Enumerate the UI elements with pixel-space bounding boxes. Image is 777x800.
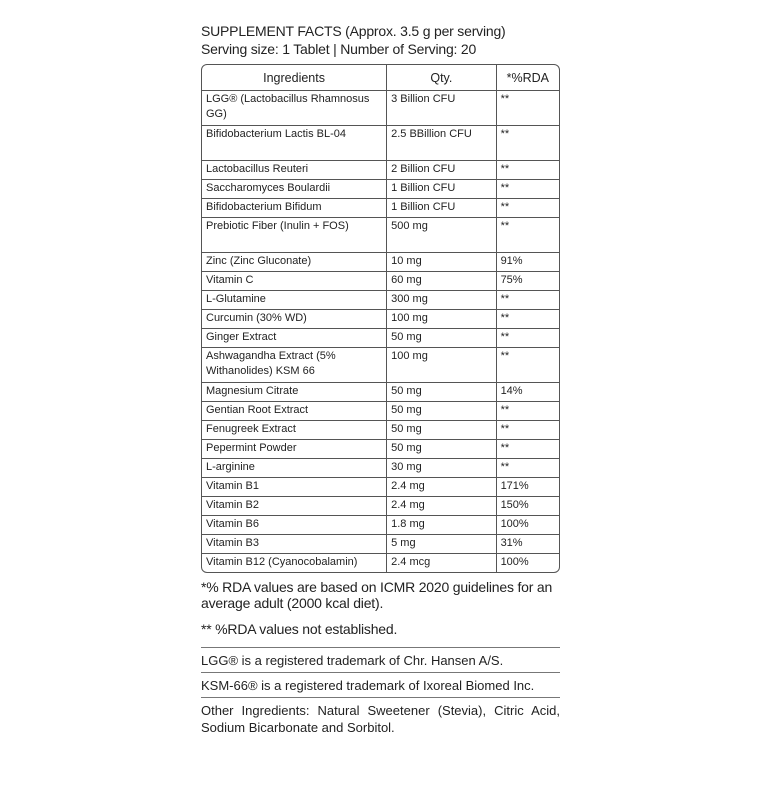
trademark-notes [201, 647, 560, 739]
serving-info: Serving size: 1 Tablet | Number of Serving: 20 [201, 41, 477, 57]
table-row [202, 91, 559, 126]
ingredient-name: Vitamin B3 [202, 535, 386, 554]
table-row [202, 421, 559, 440]
ingredient-rda: ** [496, 329, 559, 348]
ingredient-qty: 5 mg [386, 535, 495, 554]
ingredient-qty: 1.8 mg [386, 516, 495, 535]
column-header-qty: Qty. [386, 65, 495, 91]
ingredient-rda: 171% [496, 478, 559, 497]
ingredient-rda: ** [496, 180, 559, 199]
table-row [202, 199, 559, 218]
table-row [202, 348, 559, 383]
table-row [202, 535, 559, 554]
other-ingredients-note: Other Ingredients: Natural Sweetener (Stevia), Citric Acid, Sodium Bicarbonate and Sorbitol. [201, 703, 560, 735]
rda-footnote: *% RDA values are based on ICMR 2020 guidelines for an average adult (2000 kcal diet). [201, 579, 553, 611]
table-row [202, 218, 559, 253]
ingredient-rda: ** [496, 402, 559, 421]
table-row [202, 253, 559, 272]
ingredient-name: Gentian Root Extract [202, 402, 386, 421]
table-row [202, 310, 559, 329]
ingredient-rda: ** [496, 348, 559, 383]
ingredient-name: Vitamin B12 (Cyanocobalamin) [206, 556, 358, 568]
table-row [202, 440, 559, 459]
ingredient-name: Ginger Extract [202, 329, 386, 348]
ingredient-rda: ** [496, 91, 559, 126]
ingredient-name: Saccharomyces Boulardii [202, 180, 386, 199]
ingredient-qty: 50 mg [386, 329, 495, 348]
footnotes [201, 579, 560, 637]
ingredient-qty: 50 mg [386, 383, 495, 402]
facts-table [201, 64, 560, 573]
table-row [202, 554, 559, 572]
ingredient-name: Prebiotic Fiber (Inulin + FOS) [202, 218, 386, 253]
ingredient-qty: 500 mg [386, 218, 495, 253]
table-row [202, 126, 559, 161]
ingredient-rda: 31% [496, 535, 559, 554]
ingredient-qty: 2.4 mcg [386, 554, 495, 572]
ingredient-rda: ** [496, 310, 559, 329]
ingredient-qty: 300 mg [386, 291, 495, 310]
ingredient-rda: 14% [496, 383, 559, 402]
table-row [202, 516, 559, 535]
ingredient-rda: ** [496, 199, 559, 218]
table-row [202, 180, 559, 199]
ingredient-rda: ** [496, 218, 559, 253]
ingredient-qty: 2 Billion CFU [386, 161, 495, 180]
supplement-facts-panel [201, 22, 560, 739]
ingredient-name: Bifidobacterium Bifidum [202, 199, 386, 218]
ingredient-qty: 100 mg [386, 310, 495, 329]
ksm-trademark-note: KSM-66® is a registered trademark of Ixoreal Biomed Inc. [201, 673, 560, 698]
table-row [202, 478, 559, 497]
ingredient-qty: 60 mg [386, 272, 495, 291]
table-row [202, 497, 559, 516]
ingredient-name: Vitamin C [202, 272, 386, 291]
ingredient-name: Fenugreek Extract [202, 421, 386, 440]
table-row [202, 272, 559, 291]
table-row [202, 383, 559, 402]
ingredient-qty: 10 mg [386, 253, 495, 272]
table-row [202, 161, 559, 180]
lgg-trademark-note: LGG® is a registered trademark of Chr. Hansen A/S. [201, 648, 560, 673]
ingredient-name: Vitamin B2 [202, 497, 386, 516]
ingredient-rda: ** [496, 126, 559, 161]
table-header-row [202, 65, 559, 91]
ingredient-name: Ashwagandha Extract (5% Withanolides) KSM 66 [202, 348, 386, 383]
ingredient-name: LGG® (Lactobacillus Rhamnosus GG) [202, 91, 386, 126]
ingredient-qty: 2.4 mg [386, 497, 495, 516]
ingredient-name: Vitamin B6 [202, 516, 386, 535]
ingredient-qty: 30 mg [386, 459, 495, 478]
rda-not-established-footnote: ** %RDA values not established. [201, 621, 398, 637]
ingredient-name: Curcumin (30% WD) [202, 310, 386, 329]
ingredient-name: Lactobacillus Reuteri [202, 161, 386, 180]
ingredient-rda: ** [496, 459, 559, 478]
ingredient-name: L-arginine [202, 459, 386, 478]
ingredient-qty: 50 mg [386, 440, 495, 459]
ingredient-qty: 1 Billion CFU [386, 199, 495, 218]
ingredient-rda: ** [496, 291, 559, 310]
ingredient-name: Vitamin B1 [202, 478, 386, 497]
ingredient-rda: ** [496, 421, 559, 440]
facts-title: SUPPLEMENT FACTS (Approx. 3.5 g per serving) [201, 23, 506, 39]
ingredient-rda: 75% [496, 272, 559, 291]
ingredient-rda: 150% [496, 497, 559, 516]
ingredient-name: Pepermint Powder [202, 440, 386, 459]
ingredient-name: Bifidobacterium Lactis BL-04 [202, 126, 386, 161]
table-row [202, 329, 559, 348]
ingredient-qty: 100 mg [386, 348, 495, 383]
ingredient-qty: 3 Billion CFU [386, 91, 495, 126]
ingredient-name: Magnesium Citrate [202, 383, 386, 402]
table-row [202, 402, 559, 421]
ingredient-rda: 100% [496, 516, 559, 535]
ingredient-rda: ** [496, 161, 559, 180]
ingredient-rda: 91% [496, 253, 559, 272]
ingredient-qty: 2.4 mg [386, 478, 495, 497]
ingredient-qty: 1 Billion CFU [386, 180, 495, 199]
ingredient-rda: 100% [496, 554, 559, 572]
column-header-ingredients: Ingredients [202, 65, 386, 91]
table-row [202, 291, 559, 310]
ingredient-qty: 50 mg [386, 402, 495, 421]
column-header-rda: *%RDA [496, 65, 559, 91]
ingredient-rda: ** [496, 440, 559, 459]
ingredient-name: Zinc (Zinc Gluconate) [202, 253, 386, 272]
ingredient-name: L-Glutamine [202, 291, 386, 310]
table-row [202, 459, 559, 478]
ingredient-qty: 2.5 BBillion CFU [386, 126, 495, 161]
ingredient-qty: 50 mg [386, 421, 495, 440]
